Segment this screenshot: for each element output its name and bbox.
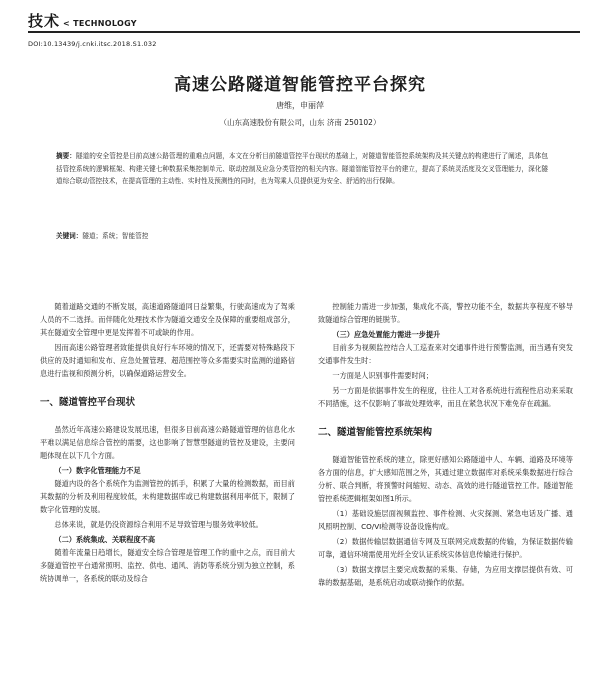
paragraph: （2）数据传输层数据通信专网及互联网完成数据的传输，为保证数据传输可靠，通信环境需使用光纤全安认证系统实体信息传输进行保护。: [318, 537, 573, 559]
subsection-heading: （二）系统集成、关联程度不高: [54, 535, 156, 544]
abstract: [56, 150, 548, 188]
keywords-text: 隧道；系统；智能管控: [82, 232, 149, 240]
paragraph: 隧道智能管控系统的建立，除更好感知公路隧道中人、车辆、道路及环境等各方面的信息，扩大感知范围之外，其通过建立数据库对系统采集数据进行综合分析、联合判断，将预警时间缩短、动态、高效的进行隧道管控工作。隧道智能管控系统逻辑框架如图1所示。: [318, 455, 573, 503]
paragraph: 随着年流量日趋增长，隧道安全综合管理是管理工作的重中之点，而目前大多隧道管控平台通常照明、监控、供电、通风、消防等系统分别为独立控制，系统协调单一，各系统的联动及综合: [40, 548, 295, 583]
paragraph: 另一方面是依据事件发生的程度，往往人工对各系统进行流程性启动来采取不同措施，这不仅影响了事故处理效率，而且在紧急状况下难免存在疏漏。: [318, 386, 573, 408]
paper-title: 高速公路隧道智能管控平台探究: [174, 75, 426, 95]
subsection-heading: （一）数字化管理能力不足: [54, 466, 141, 475]
abstract-label: 摘要：: [56, 152, 76, 160]
authors: 唐维，申丽萍: [276, 101, 324, 110]
doi: DOI:10.13439/j.cnki.itsc.2018.S1.032: [28, 40, 157, 48]
journal-header: [28, 10, 137, 32]
paragraph: 一方面是人识别事件需要时间；: [332, 371, 434, 380]
affiliation: （山东高速股份有限公司，山东 济南 250102）: [219, 118, 381, 127]
paragraph: 因而高速公路管理者致能提供良好行车环境的情况下，还需要对特殊路段下供应的及时通知和发布、应急处置管理、超范围控等众多需要实时监测的道路信息进行监视和预测分析，以确保道路运营安全。: [40, 343, 295, 378]
section-label: 技术: [28, 12, 61, 30]
paragraph: （3）数据支撑层主要完成数据的采集、存储，为应用支撑层提供有效、可靠的数据基础，是系统启动或联动操作的依据。: [318, 565, 573, 587]
section-heading: 二、隧道智能管控系统架构: [318, 427, 433, 438]
section-heading: 一、隧道管控平台现状: [40, 397, 136, 408]
paragraph: 随着道路交通的不断发展，高速道路隧道同日益繁集，行驶高速成为了驾乘人员的不二选择。而伴随化处理技术作为隧道交通安全及保障的重要组成部分，其在隧道安全管理中更是发挥着不可或缺的作用。: [40, 302, 295, 337]
keywords: [56, 230, 148, 240]
paragraph: 虽然近年高速公路建设发展迅速，但很多目前高速公路隧道管理的信息化水平难以满足信息综合管控的需要，这也影响了智慧型隧道的管控及建设，主要问题体现在以下几个方面。: [40, 425, 295, 460]
section-sub-label: < TECHNOLOGY: [63, 19, 137, 28]
abstract-text: 隧道的安全管控是目前高速公路管理的重难点问题，本文在分析目前隧道管控平台现状的基础上，对隧道智能管控系统架构及其关键点的构建进行了阐述，具体包括管控系统的逻辑框架、构建关键七种数据采集控制单元、联动控制及应急分类管控的相关内容。隧道智能管控平台的建立，提高了系统灵活度及交叉管理能力，深化隧道综合联动管控技术，在提高管理的主动性、实时性及预测性的同时，也为驾乘人员提供更为安全、舒适的出行保障。: [56, 152, 549, 185]
subsection-heading: （三）应急处置能力需进一步提升: [332, 330, 441, 339]
paragraph: 目前多为视频监控结合人工巡查来对交通事件进行预警监测，而当遇有突发交通事件发生时：: [318, 343, 573, 365]
paragraph: 隧道内设的各个系统作为监测管控的抓手，积累了大量的检测数据，而目前其数据的分析及利用程度较低，未构建数据库或已构建数据利用率低下，限制了数字化管理的发展。: [40, 479, 295, 514]
paragraph: （1）基础设施层面视频监控、事件检测、火灾探测、紧急电话及广播、通风照明控制、CO/VI检测等设备设施构成。: [318, 509, 573, 531]
keywords-label: 关键词：: [56, 232, 83, 240]
right-column: [318, 300, 573, 591]
header-rule: [28, 31, 580, 33]
paragraph: 控制能力需进一步加强，集成化不高，警控功能不全，数据共享程度不够导致隧道综合管理的链脱节。: [318, 302, 573, 324]
paragraph: 总体来说，就是仍没资源综合利用不足导致管理与服务效率较低。: [54, 520, 263, 529]
left-column: [40, 300, 295, 587]
